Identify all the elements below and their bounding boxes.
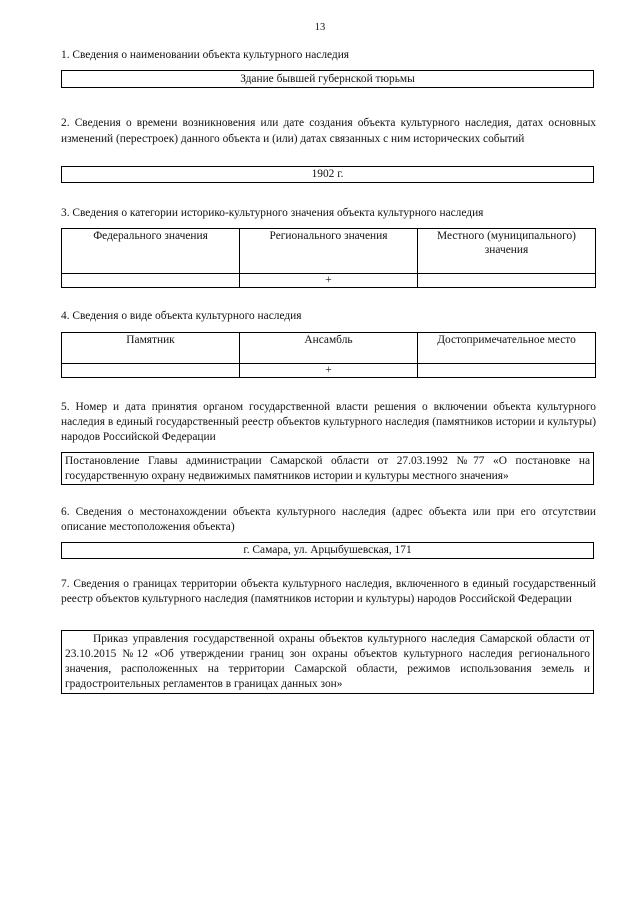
object-name-box: Здание бывшей губернской тюрьмы [61,70,594,88]
type-ensemble-header: Ансамбль [240,333,418,364]
section-3-heading: 3. Сведения о категории историко-культурного значения объекта культурного наследия [61,207,484,219]
category-regional-value: + [240,274,418,288]
address-box: г. Самара, ул. Арцыбушевская, 171 [61,542,594,559]
category-value-row [62,274,596,288]
section-1-heading: 1. Сведения о наименовании объекта культурного наследия [61,49,350,61]
section-5-heading: 5. Номер и дата принятия органом государственной власти решения о включении объекта культурного наследия в единый государственный реестр объектов культурного наследия (памятников истории и культуры) народов Российской Федерации [61,401,596,443]
type-value-row [62,364,596,378]
section-2-heading: 2. Сведения о времени возникновения или дате создания объекта культурного наследия, датах основных изменений (перестроек) данного объекта и (или) датах связанных с ним исторических событий [61,117,596,145]
category-federal-value [62,274,240,288]
boundaries-box: Приказ управления государственной охраны объектов культурного наследия Самарской области от 23.10.2015 №12 «Об утверждении границ зон охраны объектов культурного наследия регионального значения, расположенных на территории Самарской области, режимов использования земель и градостроительных регламентов в границах данных зон» [61,630,594,694]
section-6-heading: 6. Сведения о местонахождении объекта культурного наследия (адрес объекта или при его отсутствии описание местоположения объекта) [61,506,596,533]
type-ensemble-value: + [240,364,418,378]
category-header-row [62,229,596,274]
type-monument-value [62,364,240,378]
page-number: 13 [314,22,326,33]
category-local-value [418,274,596,288]
category-regional-header: Регионального значения [240,229,418,274]
category-local-header: Местного (муниципального) значения [418,229,596,274]
inclusion-decision-box: Постановление Главы администрации Самарской области от 27.03.1992 №77 «О постановке на государственную охрану недвижимых памятников истории и культуры местного значения» [61,452,594,485]
section-7-heading: 7. Сведения о границах территории объекта культурного наследия, включенного в единый государственный реестр объектов культурного наследия (памятников истории и культуры) народов Российской Федерации [61,578,596,605]
creation-date-box: 1902 г. [61,166,594,183]
category-table [61,228,596,288]
type-table [61,332,596,378]
category-federal-header: Федерального значения [62,229,240,274]
type-landmark-value [418,364,596,378]
type-monument-header: Памятник [62,333,240,364]
type-header-row [62,333,596,364]
type-landmark-header: Достопримечательное место [418,333,596,364]
section-4-heading: 4. Сведения о виде объекта культурного наследия [61,310,302,322]
